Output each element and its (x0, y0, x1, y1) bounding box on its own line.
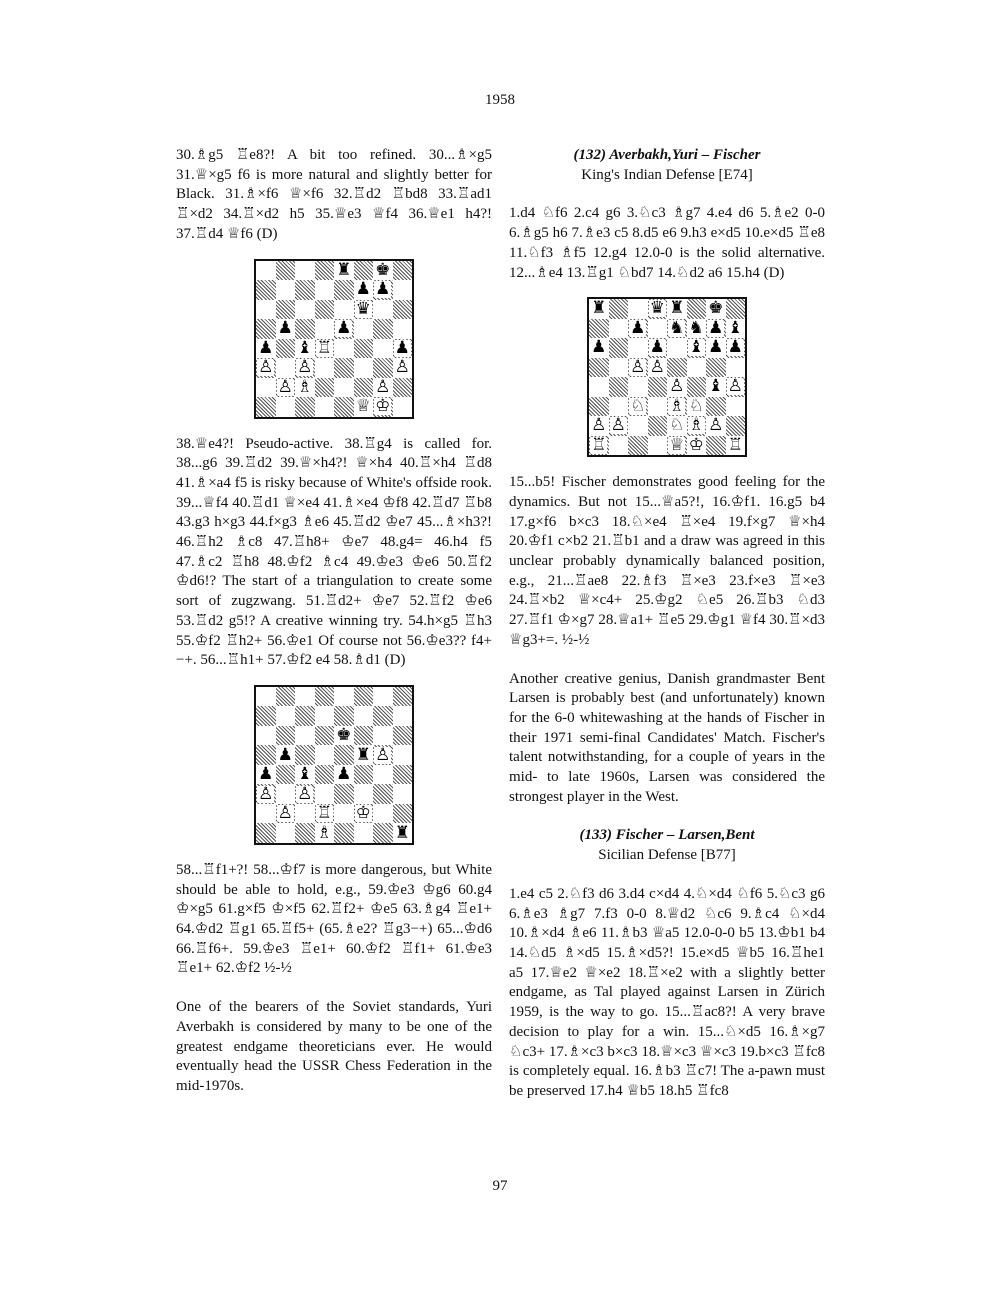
board-square (373, 319, 393, 339)
black-queen-icon: ♛ (355, 298, 371, 319)
board-square (589, 319, 609, 339)
board-square (334, 804, 354, 824)
board-square (628, 338, 648, 358)
white-pawn-icon: ♙ (669, 376, 685, 397)
board-square (315, 726, 335, 746)
white-rook-icon: ♖ (727, 434, 743, 455)
white-knight-icon: ♘ (688, 395, 704, 416)
board-square (687, 319, 707, 339)
board-square (315, 687, 335, 707)
board-square (334, 397, 354, 417)
board-square (648, 319, 668, 339)
board-square (648, 436, 668, 456)
black-pawn-icon: ♟ (355, 279, 371, 300)
board-square (589, 397, 609, 417)
board-square (354, 339, 374, 359)
board-square (295, 784, 315, 804)
board-square (628, 358, 648, 378)
board-square (334, 339, 354, 359)
board-square (648, 377, 668, 397)
board-square (354, 319, 374, 339)
board-square (726, 436, 746, 456)
black-king-icon: ♚ (708, 298, 724, 319)
board-square (589, 436, 609, 456)
black-pawn-icon: ♟ (727, 337, 743, 358)
board-square (334, 765, 354, 785)
board-square (667, 436, 687, 456)
board-square (315, 784, 335, 804)
board-square (334, 358, 354, 378)
left-paragraph-1: 30.♗g5 ♖e8?! A bit too refined. 30...♗×g5 31.♕×g5 f6 is more natural and slightly better for Black. 31.♗×f6 ♕×f6 32.♖d2 ♖bd8 33.♖ad1 ♖×d2 34.♖×d2 h5 35.♕e3 ♕f4 36.♕e1 h4?! 37.♖d4 ♕f6 (D) (176, 147, 492, 242)
board-square (256, 745, 276, 765)
board-square (334, 745, 354, 765)
board-square (648, 416, 668, 436)
board-square (295, 397, 315, 417)
black-bishop-icon: ♝ (297, 337, 313, 358)
black-rook-icon: ♜ (669, 298, 685, 319)
board-square (276, 784, 296, 804)
board-square (276, 397, 296, 417)
board-square (609, 377, 629, 397)
board-square (687, 358, 707, 378)
board-square (393, 745, 413, 765)
white-pawn-icon: ♙ (297, 783, 313, 804)
white-pawn-icon: ♙ (297, 357, 313, 378)
board-square (276, 706, 296, 726)
board-square (393, 300, 413, 320)
board-square (373, 261, 393, 281)
board-square (354, 687, 374, 707)
board-square (354, 261, 374, 281)
board-square (726, 416, 746, 436)
black-pawn-icon: ♟ (258, 337, 274, 358)
board-square (648, 338, 668, 358)
chess-diagram-3-wrap (176, 685, 492, 845)
board-square (373, 300, 393, 320)
board-square (276, 726, 296, 746)
board-square (276, 687, 296, 707)
black-pawn-icon: ♟ (708, 337, 724, 358)
board-square (667, 299, 687, 319)
board-square (373, 378, 393, 398)
white-pawn-icon: ♙ (258, 357, 274, 378)
board-square (726, 338, 746, 358)
board-square (706, 338, 726, 358)
black-bishop-icon: ♝ (727, 317, 743, 338)
right-paragraph-1: 1.d4 ♘f6 2.c4 g6 3.♘c3 ♗g7 4.e4 d6 5.♗e2 0-0 6.♗g5 h6 7.♗e3 c5 8.d5 e6 9.h3 e×d5 10.e×d5 ♖e8 11.♘f3 ♗f5 12.g4 12.0-0 is the solid alternative. 12...♗e4 13.♖g1 ♘bd7 14.♘d2 a6 15.h4 (D) (509, 205, 825, 281)
board-square (334, 687, 354, 707)
black-pawn-icon: ♟ (630, 317, 646, 338)
board-square (354, 397, 374, 417)
board-square (393, 397, 413, 417)
white-king-icon: ♔ (355, 803, 371, 824)
white-knight-icon: ♘ (669, 415, 685, 436)
chess-diagram-1-wrap (176, 259, 492, 419)
board-square (393, 765, 413, 785)
board-square (706, 416, 726, 436)
black-king-icon: ♚ (375, 259, 391, 280)
board-square (256, 765, 276, 785)
board-square (609, 358, 629, 378)
game-132-title: (132) Averbakh,Yuri – Fischer (573, 147, 761, 163)
board-square (354, 706, 374, 726)
board-square (373, 823, 393, 843)
board-square (726, 397, 746, 417)
board-square (334, 823, 354, 843)
board-square (373, 745, 393, 765)
board-square (628, 436, 648, 456)
board-square (687, 338, 707, 358)
board-square (276, 319, 296, 339)
board-square (726, 358, 746, 378)
board-square (393, 378, 413, 398)
board-square (256, 823, 276, 843)
white-bishop-icon: ♗ (316, 822, 332, 843)
board-square (373, 706, 393, 726)
black-rook-icon: ♜ (355, 744, 371, 765)
board-square (276, 745, 296, 765)
board-square (393, 261, 413, 281)
board-square (334, 378, 354, 398)
board-square (667, 377, 687, 397)
right-paragraph-4: 1.e4 c5 2.♘f3 d6 3.d4 c×d4 4.♘×d4 ♘f6 5.♘c3 g6 6.♗e3 ♗g7 7.f3 0-0 8.♕d2 ♘c6 9.♗c4 ♘×d4 10.♗×d4 ♗e6 11.♗b3 ♕a5 12.0-0-0 b5 13.♔b1 b4 14.♘d5 ♗×d5 15.♗×d5?! 15.e×d5 ♕b5 16.♖he1 a5 17.♕e2 ♕×e2 18.♖×e2 with a slightly better endgame, as Tal played against Larsen in Zürich 1959, is the way to go. 15...♖ac8?! A very brave decision to play for a win. 15...♘×d5 16.♗×g7 ♘c3+ 17.♗×c3 b×c3 18.♕×c3 ♕×c3 19.b×c3 ♖fc8 is completely equal. 16.♗b3 ♖c7! The a-pawn must be preserved 17.h4 ♕b5 18.h5 ♖fc8 (509, 885, 825, 1099)
black-pawn-icon: ♟ (336, 764, 352, 785)
white-rook-icon: ♖ (316, 803, 332, 824)
board-square (295, 378, 315, 398)
board-square (393, 280, 413, 300)
white-pawn-icon: ♙ (630, 356, 646, 377)
black-bishop-icon: ♝ (297, 764, 313, 785)
board-square (295, 319, 315, 339)
board-square (687, 377, 707, 397)
board-square (256, 687, 276, 707)
white-pawn-icon: ♙ (277, 376, 293, 397)
board-square (373, 687, 393, 707)
board-square (648, 358, 668, 378)
board-square (667, 397, 687, 417)
board-square (354, 358, 374, 378)
board-square (373, 765, 393, 785)
white-pawn-icon: ♙ (394, 357, 410, 378)
black-knight-icon: ♞ (688, 317, 704, 338)
left-column (176, 146, 492, 1097)
board-square (373, 339, 393, 359)
chess-diagram-2 (587, 297, 747, 457)
right-paragraph-2: 15...b5! Fischer demonstrates good feeling for the dynamics. But not 15...♕a5?!, 16.♔f1. 16.g5 b4 17.g×f6 b×c3 18.♘×e4 ♖×e4 19.f×g7 ♕×h4 20.♔f1 c×b2 21.♖b1 and a draw was agreed in this unclear probably dynamically balanced position, e.g., 21...♖ae8 22.♗f3 ♖×e3 23.f×e3 ♖×e3 24.♖×b2 ♕×c4+ 25.♔g2 ♘e5 26.♖b3 ♘d3 27.♖f1 ♔×g7 28.♕a1+ ♖e5 29.♔g1 ♕f4 30.♖×d3 ♕g3+=. ½-½ (509, 474, 825, 648)
black-bishop-icon: ♝ (708, 376, 724, 397)
board-square (334, 300, 354, 320)
board-square (354, 804, 374, 824)
board-square (373, 397, 393, 417)
black-rook-icon: ♜ (336, 259, 352, 280)
board-square (295, 823, 315, 843)
white-knight-icon: ♘ (630, 395, 646, 416)
board-square (256, 300, 276, 320)
board-square (256, 804, 276, 824)
board-square (687, 397, 707, 417)
board-square (334, 784, 354, 804)
chess-diagram-2-wrap (509, 297, 825, 457)
black-king-icon: ♚ (336, 725, 352, 746)
board-square (687, 299, 707, 319)
board-square (373, 280, 393, 300)
board-square (315, 300, 335, 320)
black-queen-icon: ♛ (649, 298, 665, 319)
white-bishop-icon: ♗ (297, 376, 313, 397)
board-square (256, 358, 276, 378)
black-rook-icon: ♜ (591, 298, 607, 319)
board-square (393, 823, 413, 843)
board-square (354, 765, 374, 785)
board-square (628, 397, 648, 417)
black-pawn-icon: ♟ (336, 318, 352, 339)
board-square (295, 706, 315, 726)
board-square (295, 339, 315, 359)
board-square (373, 726, 393, 746)
board-square (276, 378, 296, 398)
board-square (315, 261, 335, 281)
board-square (295, 745, 315, 765)
board-square (334, 706, 354, 726)
white-pawn-icon: ♙ (727, 376, 743, 397)
white-pawn-icon: ♙ (375, 376, 391, 397)
board-square (648, 299, 668, 319)
board-square (589, 358, 609, 378)
right-paragraph-3: Another creative genius, Danish grandmaster Bent Larsen is probably best (and unfortunately) known for the 6-0 whitewashing at the hands of Fischer in their 1971 semi-final Candidates' Match. Fischer's talent notwithstanding, for a couple of years in the mid- to late 1960s, Larsen was considered the strongest player in the West. (509, 670, 825, 805)
board-square (295, 687, 315, 707)
board-square (276, 765, 296, 785)
board-square (628, 377, 648, 397)
black-pawn-icon: ♟ (277, 318, 293, 339)
white-king-icon: ♔ (375, 396, 391, 417)
board-square (393, 319, 413, 339)
board-square (393, 339, 413, 359)
board-square (256, 726, 276, 746)
board-square (589, 377, 609, 397)
board-square (295, 300, 315, 320)
board-square (589, 338, 609, 358)
board-square (295, 358, 315, 378)
board-square (315, 823, 335, 843)
board-square (589, 299, 609, 319)
board-square (315, 765, 335, 785)
board-square (295, 765, 315, 785)
board-square (393, 804, 413, 824)
white-pawn-icon: ♙ (649, 356, 665, 377)
board-square (354, 726, 374, 746)
white-rook-icon: ♖ (591, 434, 607, 455)
board-square (315, 804, 335, 824)
board-square (315, 358, 335, 378)
left-paragraph-2: 38.♕e4?! Pseudo-active. 38.♖g4 is called for. 38...g6 39.♖d2 39.♕×h4?! ♕×h4 40.♖×h4 ♖d8 41.♗×a4 f5 is risky because of White's offside rook. 39...♕f4 40.♖d1 ♕×e4 41.♗×e4 ♔f8 42.♖d7 ♖b8 43.g3 h×g3 44.f×g3 ♗e6 45.♖d2 ♔e7 45...♗×h3?! 46.♖h2 ♗c8 47.♖h8+ ♔e7 48.g4= 46.h4 f5 47.♗c2 ♖h8 48.♔f2 ♗c4 49.♔e3 ♔e6 50.♖f2 ♔d6!? The start of a triangulation to create some sort of zugzwang. 51.♖d2+ ♔e7 52.♖f2 ♔e6 53.♖d2 g5!? A creative winning try. 54.h×g5 ♖h3 55.♔f2 ♖h2+ 56.♔e1 Of course not 56.♔e3?? f4+−+. 56...♖h1+ 57.♔f2 e4 58.♗d1 (D) (176, 435, 492, 669)
white-bishop-icon: ♗ (688, 415, 704, 436)
board-square (276, 358, 296, 378)
board-square (706, 397, 726, 417)
board-square (354, 378, 374, 398)
black-pawn-icon: ♟ (277, 744, 293, 765)
board-square (726, 299, 746, 319)
board-square (256, 784, 276, 804)
white-queen-icon: ♕ (669, 434, 685, 455)
board-square (276, 804, 296, 824)
white-pawn-icon: ♙ (591, 415, 607, 436)
board-square (609, 416, 629, 436)
board-square (609, 397, 629, 417)
board-square (256, 378, 276, 398)
board-square (609, 338, 629, 358)
board-square (354, 823, 374, 843)
board-square (609, 319, 629, 339)
board-square (354, 280, 374, 300)
board-square (315, 339, 335, 359)
board-square (373, 804, 393, 824)
board-square (354, 784, 374, 804)
white-pawn-icon: ♙ (277, 803, 293, 824)
board-square (315, 319, 335, 339)
board-square (628, 416, 648, 436)
black-pawn-icon: ♟ (708, 317, 724, 338)
white-queen-icon: ♕ (355, 396, 371, 417)
white-king-icon: ♔ (688, 434, 704, 455)
game-133-opening: Sicilian Defense [B77] (598, 847, 736, 864)
black-pawn-icon: ♟ (649, 337, 665, 358)
board-square (256, 280, 276, 300)
board-square (393, 784, 413, 804)
board-square (648, 397, 668, 417)
board-square (667, 416, 687, 436)
white-rook-icon: ♖ (316, 337, 332, 358)
board-square (589, 416, 609, 436)
board-square (667, 358, 687, 378)
board-square (628, 299, 648, 319)
board-square (256, 261, 276, 281)
board-square (373, 784, 393, 804)
left-paragraph-4: One of the bearers of the Soviet standards, Yuri Averbakh is considered by many to be one of the greatest endgame theoreticians ever. He would eventually head the USSR Chess Federation in the mid-1970s. (176, 999, 492, 1094)
board-square (295, 280, 315, 300)
game-133-title: (133) Fischer – Larsen,Bent (579, 827, 755, 844)
board-square (315, 378, 335, 398)
game-132-opening: King's Indian Defense [E74] (581, 166, 753, 183)
board-square (295, 726, 315, 746)
left-paragraph-3: 58...♖f1+?! 58...♔f7 is more dangerous, but White should be able to hold, e.g., 59.♔e3 ♔g6 60.g4 ♔×g5 61.g×f5 ♔×f5 62.♖f2+ ♔e5 63.♗g4 ♖e1+ 64.♔d2 ♖g1 65.♖f5+ (65.♗e2? ♖g3−+) 65...♔d6 66.♖f6+. 59.♔e3 ♖e1+ 60.♔f2 ♖f1+ 61.♔e3 ♖e1+ 62.♔f2 ½-½ (176, 861, 492, 977)
black-pawn-icon: ♟ (258, 764, 274, 785)
black-bishop-icon: ♝ (688, 337, 704, 358)
board-square (276, 261, 296, 281)
chess-diagram-1 (254, 259, 414, 419)
page-number: 97 (492, 1178, 508, 1194)
white-pawn-icon: ♙ (258, 783, 274, 804)
black-pawn-icon: ♟ (394, 337, 410, 358)
board-square (334, 261, 354, 281)
board-square (393, 687, 413, 707)
black-pawn-icon: ♟ (375, 279, 391, 300)
black-knight-icon: ♞ (669, 317, 685, 338)
board-square (726, 377, 746, 397)
board-square (393, 706, 413, 726)
board-square (706, 436, 726, 456)
board-square (276, 823, 296, 843)
board-square (315, 280, 335, 300)
board-square (295, 261, 315, 281)
board-square (354, 300, 374, 320)
board-square (373, 358, 393, 378)
chess-diagram-3 (254, 685, 414, 845)
board-square (706, 319, 726, 339)
board-square (315, 706, 335, 726)
board-square (315, 745, 335, 765)
page-header: 1958 (485, 92, 515, 108)
board-square (687, 416, 707, 436)
right-column (509, 146, 825, 1102)
white-pawn-icon: ♙ (708, 415, 724, 436)
board-square (687, 436, 707, 456)
board-square (628, 319, 648, 339)
board-square (276, 339, 296, 359)
board-square (334, 726, 354, 746)
black-pawn-icon: ♟ (591, 337, 607, 358)
board-square (667, 319, 687, 339)
board-square (334, 280, 354, 300)
board-square (295, 804, 315, 824)
board-square (256, 339, 276, 359)
board-square (256, 319, 276, 339)
board-square (393, 726, 413, 746)
board-square (667, 338, 687, 358)
board-square (256, 706, 276, 726)
board-square (315, 397, 335, 417)
board-square (354, 745, 374, 765)
board-square (706, 299, 726, 319)
board-square (393, 358, 413, 378)
board-square (609, 299, 629, 319)
black-rook-icon: ♜ (394, 822, 410, 843)
board-square (256, 397, 276, 417)
board-square (706, 358, 726, 378)
board-square (726, 319, 746, 339)
board-square (276, 300, 296, 320)
board-square (334, 319, 354, 339)
board-square (609, 436, 629, 456)
board-square (276, 280, 296, 300)
white-pawn-icon: ♙ (610, 415, 626, 436)
white-pawn-icon: ♙ (375, 744, 391, 765)
white-bishop-icon: ♗ (669, 395, 685, 416)
board-square (706, 377, 726, 397)
